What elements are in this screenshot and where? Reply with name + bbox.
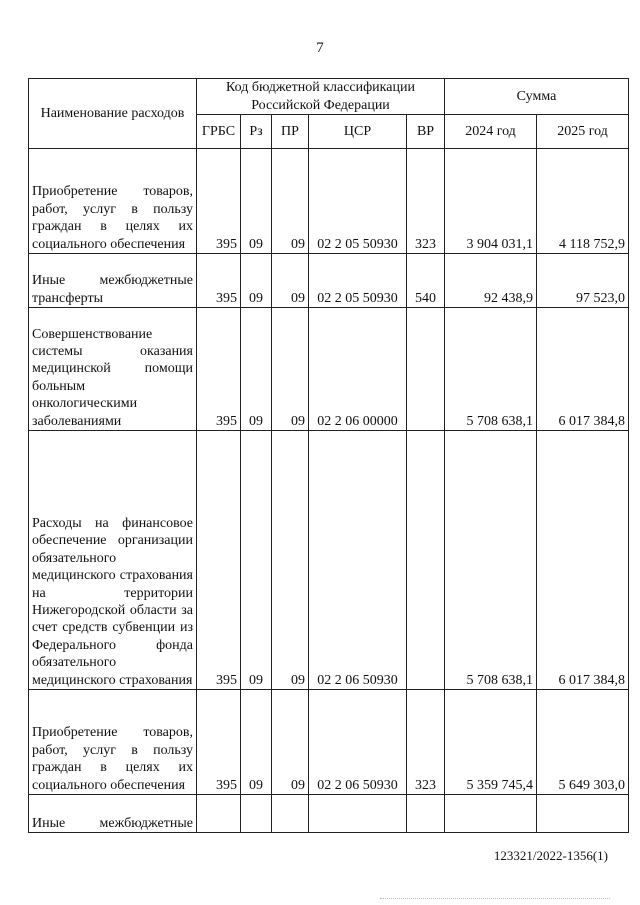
header-vr: ВР (407, 115, 445, 149)
sum-2025-cell: 6 017 384,8 (537, 431, 629, 690)
table-row (29, 254, 629, 308)
grbs-cell (197, 795, 241, 833)
vr-cell (407, 308, 445, 431)
header-pr: ПР (272, 115, 309, 149)
grbs-cell: 395 (197, 431, 241, 690)
expense-name: Расходы на финансовое обеспечение организации обязательного медицинского страхования на территории Нижегородской области за счет средств субвенции из Федерального фонда обязательного медицинского страхования (29, 431, 197, 690)
header-sum-group: Сумма (445, 79, 629, 115)
csr-cell: 02 2 05 50930 (309, 149, 407, 254)
pr-cell: 09 (272, 431, 309, 690)
pr-cell: 09 (272, 149, 309, 254)
expense-name: Приобретение товаров, работ, услуг в пользу граждан в целях их социального обеспечения (29, 690, 197, 795)
header-grbs: ГРБС (197, 115, 241, 149)
header-2025: 2025 год (537, 115, 629, 149)
header-rz: Рз (241, 115, 272, 149)
scan-artifact (380, 898, 610, 902)
grbs-cell: 395 (197, 690, 241, 795)
document-registration-code: 123321/2022-1356(1) (493, 848, 608, 863)
table-row (29, 149, 629, 254)
header-csr: ЦСР (309, 115, 407, 149)
table-row (29, 795, 629, 833)
sum-2024-cell: 5 708 638,1 (445, 431, 537, 690)
header-row-top (29, 79, 629, 115)
page-number: 7 (316, 40, 324, 56)
csr-cell: 02 2 05 50930 (309, 254, 407, 308)
pr-cell: 09 (272, 254, 309, 308)
grbs-cell: 395 (197, 254, 241, 308)
header-name-col: Наименование расходов (29, 79, 197, 149)
csr-cell: 02 2 06 00000 (309, 308, 407, 431)
sum-2025-cell: 6 017 384,8 (537, 308, 629, 431)
vr-cell: 323 (407, 690, 445, 795)
rz-cell: 09 (241, 690, 272, 795)
sum-2025-cell: 5 649 303,0 (537, 690, 629, 795)
rz-cell (241, 795, 272, 833)
budget-table (28, 78, 629, 833)
table-row (29, 690, 629, 795)
sum-2024-cell: 92 438,9 (445, 254, 537, 308)
sum-2025-cell: 97 523,0 (537, 254, 629, 308)
pr-cell (272, 795, 309, 833)
expense-name: Приобретение товаров, работ, услуг в пользу граждан в целях их социального обеспечения (29, 149, 197, 254)
rz-cell: 09 (241, 149, 272, 254)
vr-cell: 540 (407, 254, 445, 308)
sum-2024-cell: 5 708 638,1 (445, 308, 537, 431)
table-row (29, 431, 629, 690)
vr-cell: 323 (407, 149, 445, 254)
grbs-cell: 395 (197, 308, 241, 431)
header-code-group: Код бюджетной классификации Российской Федерации (197, 79, 445, 115)
grbs-cell: 395 (197, 149, 241, 254)
rz-cell: 09 (241, 431, 272, 690)
csr-cell: 02 2 06 50930 (309, 690, 407, 795)
sum-2024-cell: 5 359 745,4 (445, 690, 537, 795)
pr-cell: 09 (272, 308, 309, 431)
rz-cell: 09 (241, 308, 272, 431)
sum-2024-cell: 3 904 031,1 (445, 149, 537, 254)
csr-cell: 02 2 06 50930 (309, 431, 407, 690)
sum-2024-cell (445, 795, 537, 833)
csr-cell (309, 795, 407, 833)
vr-cell (407, 795, 445, 833)
sum-2025-cell: 4 118 752,9 (537, 149, 629, 254)
table-row (29, 308, 629, 431)
expense-name: Иные межбюджетные (29, 795, 197, 833)
pr-cell: 09 (272, 690, 309, 795)
vr-cell (407, 431, 445, 690)
header-2024: 2024 год (445, 115, 537, 149)
expense-name: Иные межбюджетные трансферты (29, 254, 197, 308)
rz-cell: 09 (241, 254, 272, 308)
sum-2025-cell (537, 795, 629, 833)
expense-name: Совершенствование системы оказания медицинской помощи больным онкологическими заболеваниями (29, 308, 197, 431)
